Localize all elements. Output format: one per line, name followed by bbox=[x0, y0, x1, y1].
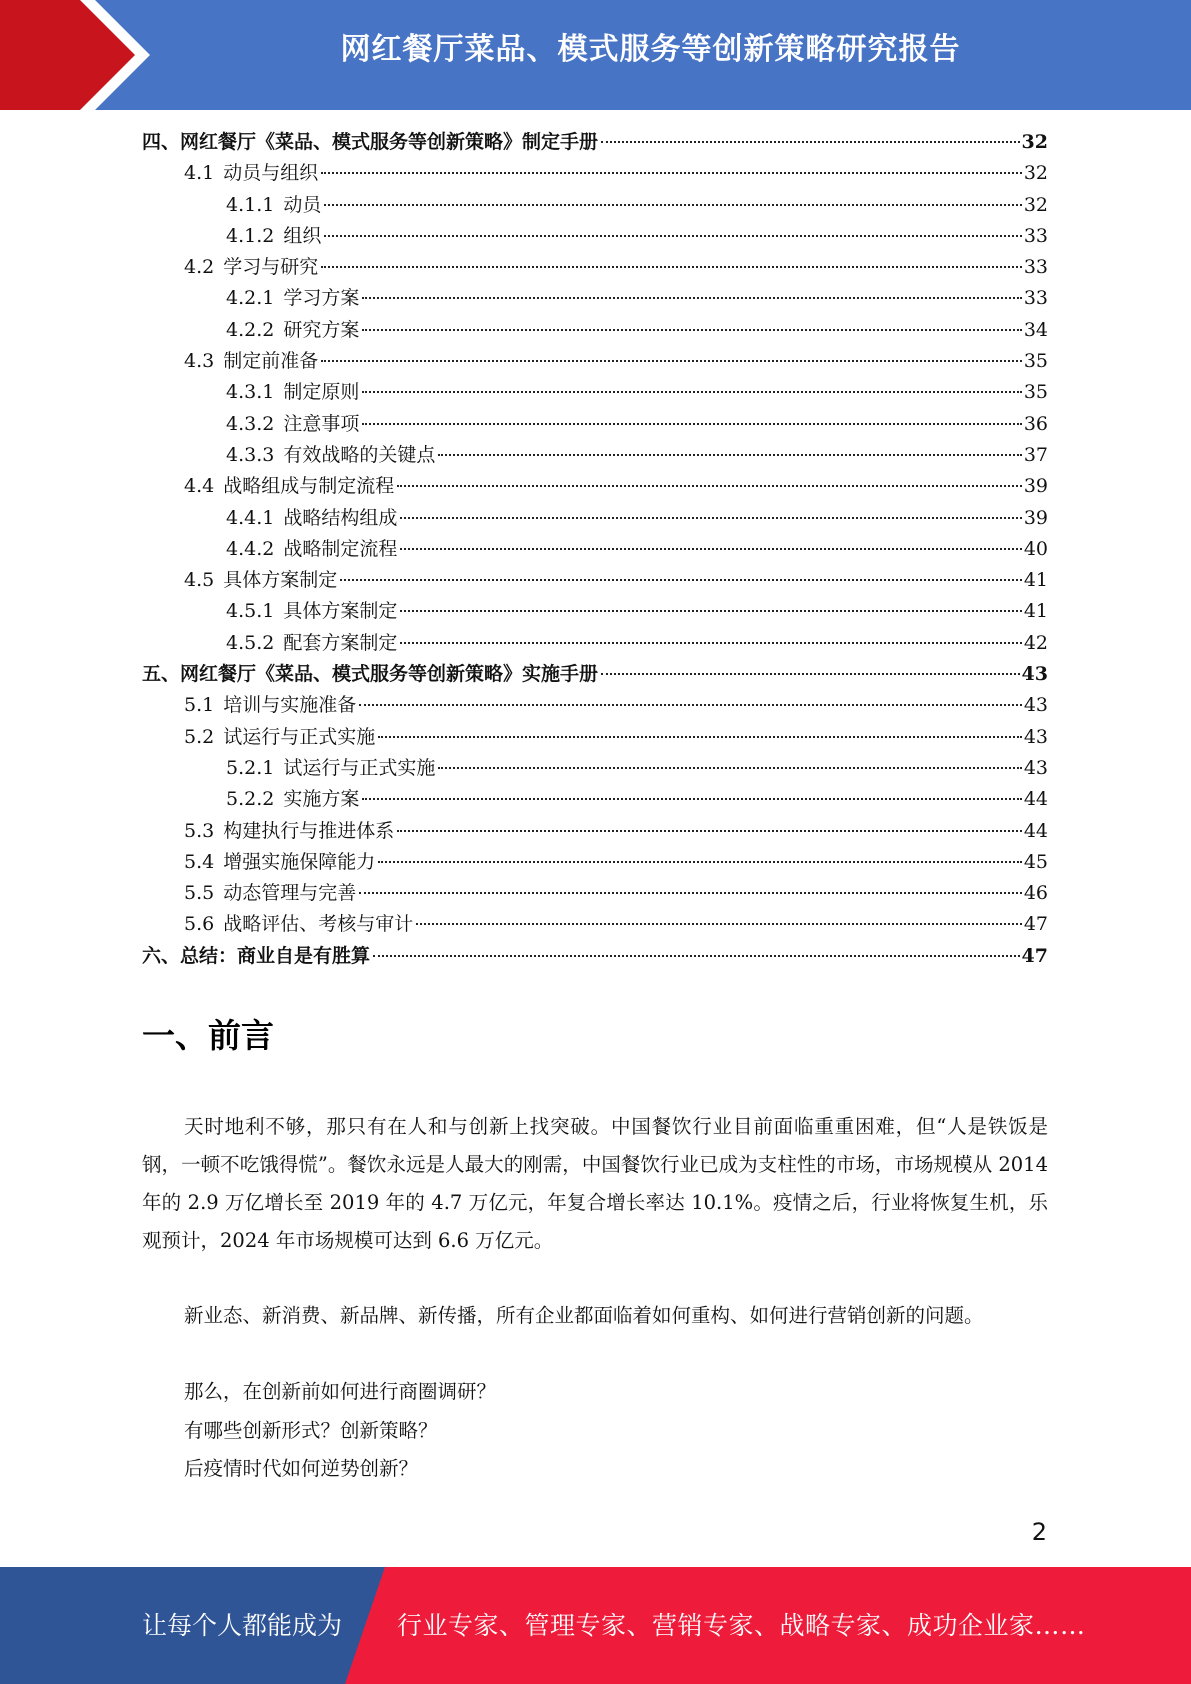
toc-dot-leader bbox=[359, 704, 1022, 706]
toc-entry[interactable] bbox=[142, 878, 1048, 909]
toc-entry-page: 43 bbox=[1023, 725, 1048, 748]
question-item: 有哪些创新形式？创新策略？ bbox=[184, 1418, 438, 1442]
toc-dot-leader bbox=[400, 642, 1021, 644]
toc-entry-title: 动员 bbox=[283, 193, 322, 216]
toc-entry-page: 47 bbox=[1023, 913, 1048, 936]
toc-entry[interactable] bbox=[142, 941, 1048, 972]
toc-entry-page: 35 bbox=[1023, 350, 1048, 373]
toc-entry-page: 33 bbox=[1023, 287, 1048, 310]
toc-entry-number: 4.2.1 bbox=[226, 287, 275, 310]
toc-entry[interactable] bbox=[142, 315, 1048, 346]
toc-dot-leader bbox=[359, 892, 1022, 894]
toc-entry[interactable] bbox=[142, 596, 1048, 627]
toc-entry-number: 5.3 bbox=[184, 819, 215, 842]
toc-dot-leader bbox=[362, 423, 1021, 425]
document-title: 网红餐厅菜品、模式服务等创新策略研究报告 bbox=[340, 32, 961, 67]
toc-entry-title: 增强实施保障能力 bbox=[223, 850, 376, 873]
toc-entry[interactable] bbox=[142, 722, 1048, 753]
toc-dot-leader bbox=[601, 141, 1020, 143]
footer-slogan-left: 让每个人都能成为 bbox=[142, 1611, 343, 1640]
toc-entry-page: 33 bbox=[1023, 256, 1048, 279]
toc-entry-page: 39 bbox=[1023, 506, 1048, 529]
toc-dot-leader bbox=[324, 235, 1021, 237]
toc-entry[interactable] bbox=[142, 565, 1048, 596]
toc-dot-leader bbox=[324, 204, 1021, 206]
toc-entry-page: 47 bbox=[1021, 944, 1048, 967]
toc-entry-page: 35 bbox=[1023, 381, 1048, 404]
toc-entry-page: 43 bbox=[1023, 756, 1048, 779]
toc-entry-number: 4.2 bbox=[184, 256, 215, 279]
toc-entry-title: 学习与研究 bbox=[223, 256, 319, 279]
toc-dot-leader bbox=[400, 517, 1021, 519]
toc-entry-number: 4.5.2 bbox=[226, 631, 275, 654]
toc-entry-page: 32 bbox=[1021, 131, 1048, 153]
toc-entry[interactable] bbox=[142, 753, 1048, 784]
toc-entry[interactable] bbox=[142, 534, 1048, 565]
toc-entry-title: 试运行与正式实施 bbox=[283, 756, 436, 779]
toc-dot-leader bbox=[362, 391, 1021, 393]
toc-dot-leader bbox=[378, 861, 1022, 863]
toc-entry-title: 制定原则 bbox=[283, 381, 360, 404]
toc-entry-title: 动员与组织 bbox=[223, 162, 319, 185]
toc-entry[interactable] bbox=[142, 784, 1048, 815]
toc-entry-title: 具体方案制定 bbox=[223, 569, 338, 592]
toc-entry[interactable] bbox=[142, 190, 1048, 221]
toc-entry-page: 46 bbox=[1023, 882, 1048, 905]
toc-entry[interactable] bbox=[142, 659, 1048, 690]
toc-entry[interactable] bbox=[142, 346, 1048, 377]
toc-entry-number: 4.1.2 bbox=[226, 224, 275, 247]
toc-entry-title: 战略制定流程 bbox=[283, 537, 398, 560]
toc-entry-title: 研究方案 bbox=[283, 318, 360, 341]
table-of-contents bbox=[142, 127, 1048, 972]
toc-entry-page: 37 bbox=[1023, 443, 1048, 466]
toc-entry-number: 4.1.1 bbox=[226, 193, 275, 216]
toc-entry[interactable] bbox=[142, 847, 1048, 878]
toc-entry-page: 43 bbox=[1021, 663, 1048, 686]
toc-dot-leader bbox=[362, 798, 1021, 800]
toc-dot-leader bbox=[438, 454, 1021, 456]
toc-entry-title: 动态管理与完善 bbox=[223, 882, 357, 905]
body-paragraph: 新业态、新消费、新品牌、新传播，所有企业都面临着如何重构、如何进行营销创新的问题。 bbox=[184, 1304, 984, 1327]
toc-entry-number: 4.3.1 bbox=[226, 381, 275, 404]
toc-entry-title: 配套方案制定 bbox=[283, 631, 398, 654]
toc-entry-page: 45 bbox=[1023, 850, 1048, 873]
toc-entry-title: 制定前准备 bbox=[223, 350, 319, 373]
toc-entry[interactable] bbox=[142, 252, 1048, 283]
toc-entry-title: 五、网红餐厅《菜品、模式服务等创新策略》实施手册 bbox=[142, 663, 599, 686]
toc-entry[interactable] bbox=[142, 503, 1048, 534]
toc-entry-page: 39 bbox=[1023, 475, 1048, 498]
toc-dot-leader bbox=[378, 736, 1022, 738]
toc-dot-leader bbox=[397, 485, 1022, 487]
footer-banner bbox=[0, 1567, 1191, 1684]
toc-entry-page: 44 bbox=[1023, 788, 1048, 811]
toc-entry-title: 六、总结：商业自是有胜算 bbox=[142, 944, 371, 967]
toc-entry[interactable] bbox=[142, 377, 1048, 408]
toc-dot-leader bbox=[340, 579, 1022, 581]
toc-entry-page: 44 bbox=[1023, 819, 1048, 842]
toc-entry-number: 4.4 bbox=[184, 475, 215, 498]
toc-dot-leader bbox=[397, 830, 1022, 832]
toc-entry-title: 战略评估、考核与审计 bbox=[223, 913, 414, 936]
toc-dot-leader bbox=[321, 172, 1022, 174]
toc-entry-page: 41 bbox=[1023, 569, 1048, 592]
toc-entry[interactable] bbox=[142, 221, 1048, 252]
toc-entry[interactable] bbox=[142, 127, 1048, 158]
toc-dot-leader bbox=[438, 767, 1021, 769]
question-item: 那么，在创新前如何进行商圈调研？ bbox=[184, 1380, 497, 1403]
toc-entry-number: 4.3.2 bbox=[226, 412, 275, 435]
toc-entry-number: 4.2.2 bbox=[226, 318, 275, 341]
toc-entry[interactable] bbox=[142, 440, 1048, 471]
toc-entry-title: 战略组成与制定流程 bbox=[223, 475, 395, 498]
toc-entry[interactable] bbox=[142, 471, 1048, 502]
toc-entry[interactable] bbox=[142, 909, 1048, 940]
question-list bbox=[184, 1373, 496, 1489]
toc-entry-title: 学习方案 bbox=[283, 287, 360, 310]
toc-entry-page: 33 bbox=[1023, 224, 1048, 247]
toc-dot-leader bbox=[601, 673, 1020, 675]
toc-entry-number: 4.4.1 bbox=[226, 506, 275, 529]
toc-entry-title: 有效战略的关键点 bbox=[283, 443, 436, 466]
toc-dot-leader bbox=[362, 329, 1021, 331]
toc-entry-number: 5.2.1 bbox=[226, 756, 275, 779]
toc-entry-title: 具体方案制定 bbox=[283, 600, 398, 623]
toc-entry-title: 战略结构组成 bbox=[283, 506, 398, 529]
toc-dot-leader bbox=[400, 610, 1021, 612]
toc-entry-page: 32 bbox=[1023, 162, 1048, 185]
toc-entry-number: 4.3 bbox=[184, 350, 215, 373]
toc-dot-leader bbox=[373, 955, 1020, 957]
toc-entry-page: 34 bbox=[1023, 318, 1048, 341]
toc-entry[interactable] bbox=[142, 816, 1048, 847]
toc-entry[interactable] bbox=[142, 409, 1048, 440]
toc-entry-number: 5.2 bbox=[184, 725, 215, 748]
toc-entry-number: 5.1 bbox=[184, 694, 215, 717]
footer-slogan-right: 行业专家、管理专家、营销专家、战略专家、成功企业家…… bbox=[397, 1611, 1086, 1640]
toc-entry-title: 实施方案 bbox=[283, 788, 360, 811]
toc-dot-leader bbox=[416, 923, 1022, 925]
toc-entry[interactable] bbox=[142, 628, 1048, 659]
toc-entry-page: 41 bbox=[1023, 600, 1048, 623]
toc-entry[interactable] bbox=[142, 690, 1048, 721]
toc-entry-title: 组织 bbox=[283, 224, 322, 247]
toc-entry-title: 构建执行与推进体系 bbox=[223, 819, 395, 842]
toc-entry-title: 培训与实施准备 bbox=[223, 694, 357, 717]
toc-entry-number: 4.4.2 bbox=[226, 537, 275, 560]
toc-entry[interactable] bbox=[142, 283, 1048, 314]
toc-entry-number: 4.3.3 bbox=[226, 443, 275, 466]
toc-entry-number: 4.5 bbox=[184, 569, 215, 592]
toc-entry-page: 43 bbox=[1023, 694, 1048, 717]
toc-entry-title: 四、网红餐厅《菜品、模式服务等创新策略》制定手册 bbox=[142, 131, 599, 153]
toc-entry-number: 5.5 bbox=[184, 882, 215, 905]
question-item: 后疫情时代如何逆势创新？ bbox=[184, 1457, 419, 1480]
header-arrow-decoration bbox=[0, 0, 160, 110]
toc-entry-number: 5.6 bbox=[184, 913, 215, 936]
toc-entry-page: 42 bbox=[1023, 631, 1048, 654]
header-banner bbox=[0, 0, 1191, 110]
toc-entry-number: 4.5.1 bbox=[226, 600, 275, 623]
toc-entry-number: 5.2.2 bbox=[226, 788, 275, 811]
toc-dot-leader bbox=[321, 266, 1022, 268]
toc-entry-page: 32 bbox=[1023, 193, 1048, 216]
toc-dot-leader bbox=[400, 548, 1021, 550]
toc-entry-number: 5.4 bbox=[184, 850, 215, 873]
section-heading: 一、前言 bbox=[142, 1016, 274, 1055]
page-number: 2 bbox=[1031, 1518, 1047, 1546]
toc-entry-title: 注意事项 bbox=[283, 412, 360, 435]
toc-dot-leader bbox=[321, 360, 1022, 362]
toc-entry[interactable] bbox=[142, 158, 1048, 189]
toc-entry-page: 40 bbox=[1023, 537, 1048, 560]
toc-entry-page: 36 bbox=[1023, 412, 1048, 435]
toc-entry-number: 4.1 bbox=[184, 162, 215, 185]
toc-entry-title: 试运行与正式实施 bbox=[223, 725, 376, 748]
body-paragraph: 天时地利不够，那只有在人和与创新上找突破。中国餐饮行业目前面临重重困难，但“人是铁饭是钢，一顿不吃饿得慌”。餐饮永远是人最大的刚需，中国餐饮行业已成为支柱性的市场，市场规模从 2014 年的 2.9 万亿增长至 2019 年的 4.7 万亿元，年复合增长率达 10.1%。疫情之后，行业将恢复生机，乐观预计，2024 年市场规模可达到 6.6 万亿元。 bbox=[142, 1115, 1048, 1252]
toc-dot-leader bbox=[362, 297, 1021, 299]
